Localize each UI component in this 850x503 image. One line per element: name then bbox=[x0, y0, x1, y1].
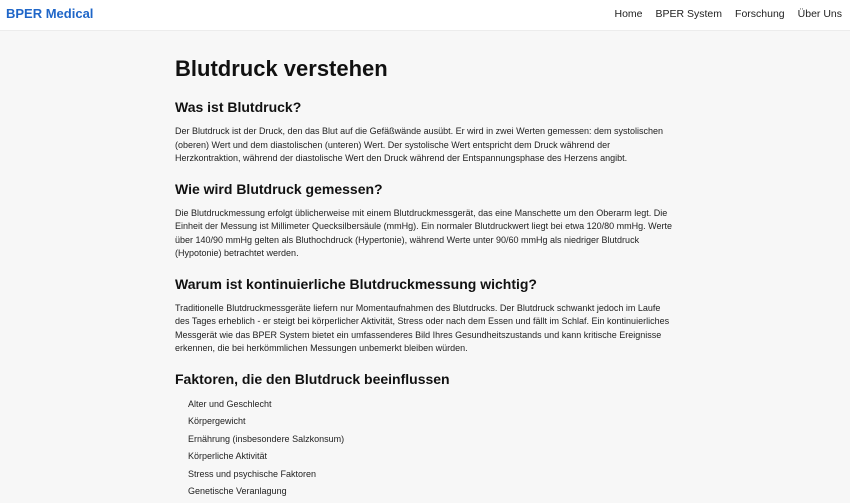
nav-link-ueber-uns[interactable]: Über Uns bbox=[798, 8, 842, 20]
list-item: Körpergewicht bbox=[188, 415, 675, 433]
list-item: Ernährung (insbesondere Salzkonsum) bbox=[188, 433, 675, 451]
list-item: Stress und psychische Faktoren bbox=[188, 468, 675, 486]
section-heading-faktoren: Faktoren, die den Blutdruck beeinflussen bbox=[175, 370, 675, 388]
section-text-kontinuierliche-messung: Traditionelle Blutdruckmessgeräte liefern nur Momentaufnahmen des Blutdrucks. Der Blutdruck schwankt jedoch im Laufe des Tages erheblich - er steigt bei körperlicher Aktivität, Stress oder nach dem Essen und fällt im Schlaf. Ein kontinuierliches Messgerät wie das BPER System bietet ein umfassenderes Bild Ihres Gesundheitszustands und kann kritische Ereignisse erkennen, die bei herkömmlichen Messungen unbemerkt bleiben würden. bbox=[175, 302, 675, 356]
brand-logo-link[interactable]: BPER Medical bbox=[6, 6, 93, 21]
nav-link-forschung[interactable]: Forschung bbox=[735, 8, 785, 20]
section-heading-was-ist-blutdruck: Was ist Blutdruck? bbox=[175, 98, 675, 116]
nav-link-home[interactable]: Home bbox=[614, 8, 642, 20]
nav-link-bper-system[interactable]: BPER System bbox=[656, 8, 723, 20]
navbar bbox=[0, 0, 850, 31]
list-item: Alter und Geschlecht bbox=[188, 398, 675, 416]
factors-list bbox=[188, 398, 675, 503]
page-title: Blutdruck verstehen bbox=[175, 56, 675, 94]
section-heading-kontinuierliche-messung: Warum ist kontinuierliche Blutdruckmessung wichtig? bbox=[175, 275, 675, 293]
list-item: Genetische Veranlagung bbox=[188, 485, 675, 503]
section-heading-messung: Wie wird Blutdruck gemessen? bbox=[175, 180, 675, 198]
section-text-messung: Die Blutdruckmessung erfolgt üblicherweise mit einem Blutdruckmessgerät, das eine Manschette um den Oberarm legt. Die Einheit der Messung ist Millimeter Quecksilbersäule (mmHg). Ein normaler Blutdruckwert liegt bei etwa 120/80 mmHg. Werte über 140/90 mmHg gelten als Bluthochdruck (Hypertonie), während Werte unter 90/60 mmHg als niedriger Blutdruck (Hypotonie) betrachtet werden. bbox=[175, 207, 675, 261]
main-content bbox=[175, 56, 675, 503]
nav-links bbox=[601, 8, 842, 20]
section-text-was-ist-blutdruck: Der Blutdruck ist der Druck, den das Blut auf die Gefäßwände ausübt. Er wird in zwei Werten gemessen: dem systolischen (oberen) Wert und dem diastolischen (unteren) Wert. Der systolische Wert entspricht dem Druck während der Herzkontraktion, während der diastolische Wert den Druck während der Entspannungsphase des Herzens angibt. bbox=[175, 125, 675, 166]
list-item: Körperliche Aktivität bbox=[188, 450, 675, 468]
